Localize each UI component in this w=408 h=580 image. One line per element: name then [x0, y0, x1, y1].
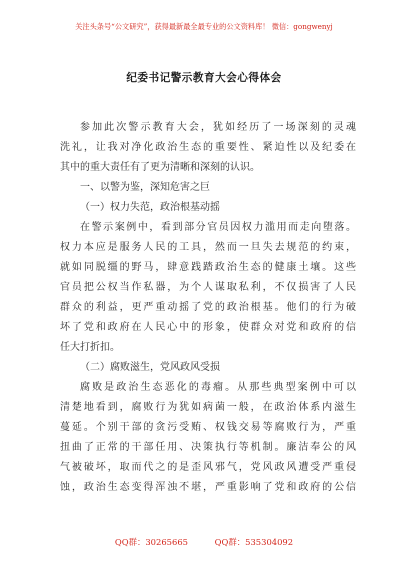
paragraph-1 — [60, 118, 356, 178]
section-heading-1: 一、以警为鉴，深知危害之巨 — [80, 182, 210, 193]
paragraph-line: 任大打折扣。 — [60, 342, 120, 353]
footer-qq-group-2: QQ群：535304092 — [214, 537, 294, 547]
paragraph-line: 群众的利益，更严重动摇了党的政治根基。他们的行为破 — [60, 302, 356, 313]
paragraph-line: 坏了党和政府在人民心中的形象，使群众对党和政府的信 — [60, 322, 356, 333]
paragraph-3 — [60, 378, 356, 498]
footer-qq-group-1: QQ群：30265665 — [114, 537, 188, 547]
document-body — [60, 118, 356, 498]
paragraph-line: 权力本应是服务人民的工具，然而一旦失去规范的约束， — [60, 242, 356, 253]
subsection-heading-2: （二）腐败滋生，党风政风受损 — [80, 362, 220, 373]
paragraph-line: 洗礼，让我对净化政治生态的重要性、紧迫性以及纪委在 — [60, 142, 356, 153]
paragraph-line: 清楚地看到，腐败行为犹如病菌一般，在政治体系内滋生 — [60, 402, 356, 413]
paragraph-line: 腐败是政治生态恶化的毒瘤。从那些典型案例中可以 — [80, 382, 356, 393]
paragraph-line: 参加此次警示教育大会，犹如经历了一场深刻的灵魂 — [80, 122, 356, 133]
paragraph-line: 其中的重大责任有了更为清晰和深刻的认识。 — [60, 162, 260, 173]
document-title: 纪委书记警示教育大会心得体会 — [126, 72, 282, 84]
paragraph-line: 扭曲了正常的干部任用、决策执行等机制。廉洁奉公的风 — [60, 442, 356, 453]
subsection-heading-1: （一）权力失范，政治根基动摇 — [80, 202, 220, 213]
paragraph-2 — [60, 218, 356, 358]
footer-contact — [0, 536, 408, 548]
paragraph-line: 就如同脱缰的野马，肆意践踏政治生态的健康土壤。这些 — [60, 262, 356, 273]
paragraph-line: 在警示案例中，看到部分官员因权力滥用而走向堕落。 — [80, 222, 356, 233]
paragraph-line: 蚀，政治生态变得浑浊不堪，严重影响了党和政府的公信 — [60, 482, 356, 493]
header-banner: 关注头条号“公文研究”，获得最新最全最专业的公文资料库！ 微信：gongwenyj — [75, 22, 333, 31]
paragraph-line: 官员把公权当作私器，为个人谋取私利，不仅损害了人民 — [60, 282, 356, 293]
paragraph-line: 气被破坏，取而代之的是歪风邪气，党风政风遭受严重侵 — [60, 462, 356, 473]
paragraph-line: 蔓延。个别干部的贪污受贿、权钱交易等腐败行为，严重 — [60, 422, 356, 433]
